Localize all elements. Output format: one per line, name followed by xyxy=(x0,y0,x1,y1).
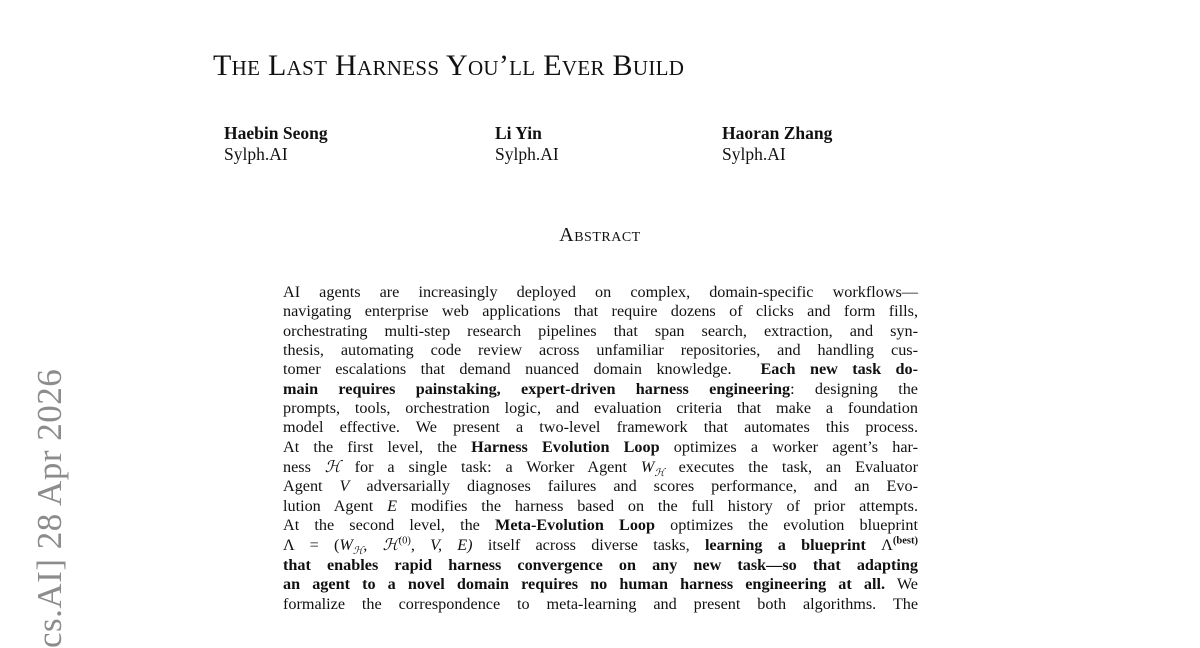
math-subscript: ℋ xyxy=(352,545,364,558)
abstract-text: executes the task, an Evaluator xyxy=(664,458,918,477)
abstract-line: prompts, tools, orchestration logic, and evaluation criteria that make a foundation xyxy=(283,399,918,418)
author-block xyxy=(495,123,559,165)
abstract-text: itself across diverse tasks, xyxy=(472,536,705,555)
abstract-text: At the second level, the xyxy=(283,516,496,535)
abstract-line: formalize the correspondence to meta-learning and present both algorithms. The xyxy=(283,594,918,613)
abstract-line: orchestrating multi-step research pipelines that span search, extraction, and syn- xyxy=(283,321,918,340)
abstract-text: for a single task: a Worker Agent xyxy=(340,458,641,477)
abstract-line xyxy=(283,516,918,535)
abstract-text: optimizes a worker agent’s har- xyxy=(659,437,918,456)
math-equals: = ( xyxy=(294,536,340,555)
author-name: Haoran Zhang xyxy=(722,123,833,143)
abstract-text: modifies the harness based on the full history of prior attempts. xyxy=(396,496,918,515)
abstract-emphasis: that enables rapid harness convergence on any new task—so that adapting xyxy=(283,555,918,574)
math-superscript: (best) xyxy=(892,536,918,548)
math-evaluator-symbol: V xyxy=(339,477,350,496)
abstract-line xyxy=(283,380,918,399)
abstract-text: lution Agent xyxy=(283,496,388,515)
math-lambda-symbol: Λ xyxy=(283,536,295,555)
author-name: Li Yin xyxy=(495,123,542,143)
abstract-line: AI agents are increasingly deployed on complex, domain-specific workflows— xyxy=(283,283,918,301)
author-block xyxy=(722,123,832,165)
abstract-line xyxy=(283,477,918,496)
abstract-line: navigating enterprise web applications that require dozens of clicks and form fills, xyxy=(283,302,918,321)
math-evolution-symbol: E xyxy=(387,496,397,515)
abstract-line xyxy=(283,535,918,558)
math-lambda-symbol: Λ xyxy=(881,536,893,555)
abstract-line xyxy=(283,556,918,575)
abstract-line xyxy=(283,457,918,480)
math-harness-symbol: ℋ xyxy=(324,457,341,477)
math-comma: , xyxy=(363,536,383,555)
author-block xyxy=(224,123,328,165)
math-tuple-tail: , V, E) xyxy=(410,536,473,555)
arxiv-identifier-stamp xyxy=(26,0,76,648)
arxiv-stamp-text: cs.AI] 28 Apr 2026 xyxy=(30,368,69,648)
abstract-body xyxy=(283,283,918,614)
abstract-line: thesis, automating code review across unfamiliar repositories, and handling cus- xyxy=(283,341,918,360)
abstract-text: adversarially diagnoses failures and scores performance, and an Evo- xyxy=(349,477,918,496)
abstract-emphasis: Meta-Evolution Loop xyxy=(495,516,656,535)
abstract-line xyxy=(283,497,918,516)
abstract-line xyxy=(283,360,918,379)
abstract-emphasis: learning a blueprint xyxy=(704,536,882,555)
abstract-line xyxy=(283,575,918,594)
author-affiliation: Sylph.AI xyxy=(224,144,288,164)
abstract-text: : designing the xyxy=(790,379,918,398)
abstract-emphasis: an agent to a novel domain requires no human harness engineering at all. xyxy=(283,575,886,594)
abstract-text: ness xyxy=(283,458,325,477)
abstract-heading: Abstract xyxy=(559,224,641,246)
author-name: Haebin Seong xyxy=(224,123,328,143)
abstract-line: model effective. We present a two-level framework that automates this process. xyxy=(283,418,918,437)
abstract-line xyxy=(283,438,918,457)
author-affiliation: Sylph.AI xyxy=(722,144,786,164)
abstract-emphasis: Harness Evolution Loop xyxy=(471,437,660,456)
math-subscript: ℋ xyxy=(654,467,665,480)
author-affiliation: Sylph.AI xyxy=(495,144,559,164)
abstract-text: tomer escalations that demand nuanced domain knowledge. xyxy=(283,360,732,379)
math-worker-symbol: W xyxy=(339,536,353,555)
abstract-text: optimizes the evolution blueprint xyxy=(655,516,918,535)
math-worker-symbol: W xyxy=(640,458,655,477)
math-harness-symbol: ℋ xyxy=(382,535,399,555)
math-superscript: (0) xyxy=(398,536,411,548)
abstract-text: We xyxy=(885,575,918,594)
abstract-emphasis: main requires painstaking, expert-driven harness engineering xyxy=(283,379,791,398)
paper-title: The Last Harness You’ll Ever Build xyxy=(213,49,685,82)
abstract-emphasis: Each new task do- xyxy=(760,360,919,379)
abstract-text: Agent xyxy=(283,477,340,496)
abstract-text: At the first level, the xyxy=(283,437,472,456)
